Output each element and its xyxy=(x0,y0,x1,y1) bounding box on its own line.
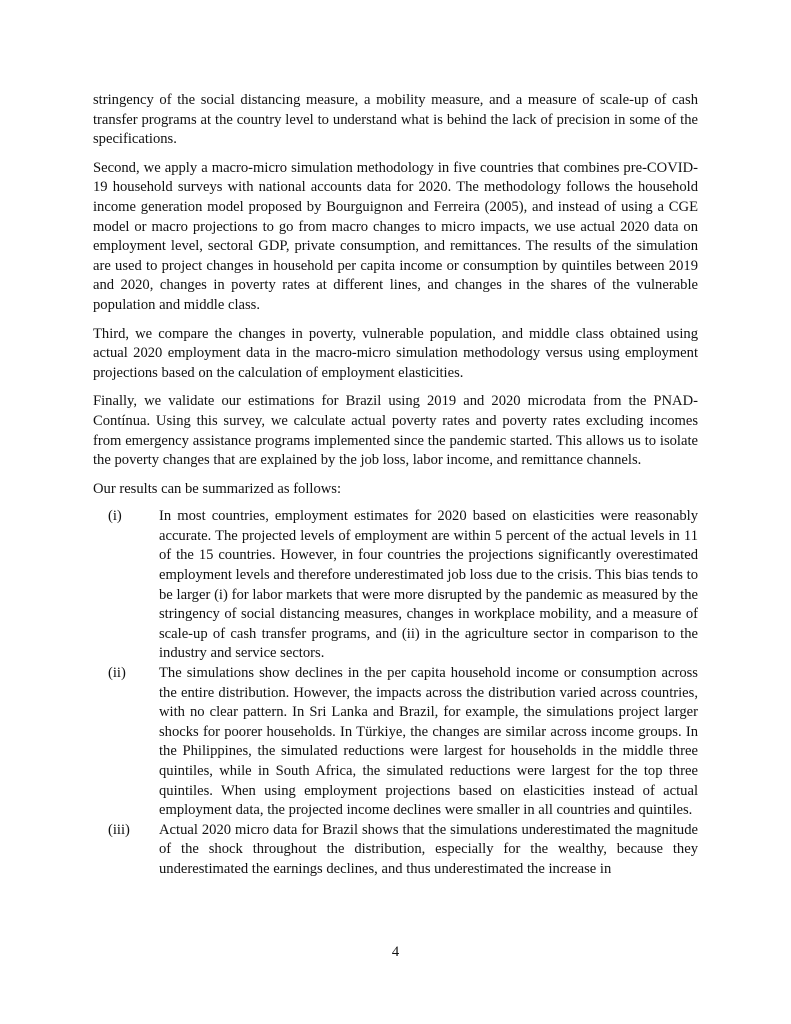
paragraph-employment-comparison: Third, we compare the changes in poverty, vulnerable population, and middle class obtained using actual 2020 employment data in the macro-micro simulation methodology versus using employment projections based on the calculation of employment elasticities. xyxy=(93,325,698,381)
finding-marker: (iii) xyxy=(108,821,130,838)
finding-item xyxy=(93,507,698,664)
finding-item xyxy=(93,664,698,821)
finding-text: The simulations show declines in the per capita household income or consumption across the entire distribution. However, the impacts across the distribution varied across countries, with no clear pattern. In Sri Lanka and Brazil, for example, the simulations project larger shocks for poorer households. In Türkiye, the changes are similar across income groups. In the Philippines, the simulated reductions were largest for households in the middle three quintiles, while in South Africa, the simulated reductions were largest for the top three quintiles. When using employment projections based on elasticities instead of actual employment data, the projected income declines were smaller in all countries and quintiles. xyxy=(159,665,698,819)
finding-text: Actual 2020 micro data for Brazil shows that the simulations underestimated the magnitude of the shock throughout the distribution, especially for the wealthy, because they underestimated the earnings declines, and thus underestimated the increase in xyxy=(159,821,698,877)
summary-lead: Our results can be summarized as follows: xyxy=(93,480,342,497)
finding-marker: (i) xyxy=(108,508,122,525)
paragraph-specifications: stringency of the social distancing measure, a mobility measure, and a measure of scale-up of cash transfer programs at the country level to understand what is behind the lack of precision in some of the specifications. xyxy=(93,92,698,148)
page-body xyxy=(93,91,698,880)
paragraph-macro-micro-simulation: Second, we apply a macro-micro simulation methodology in five countries that combines pre-COVID-19 household surveys with national accounts data for 2020. The methodology follows the household income generation model proposed by Bourguignon and Ferreira (2005), and instead of using a CGE model or macro projections to go from macro changes to micro impacts, we use actual 2020 data on employment level, sectoral GDP, private consumption, and remittances. The results of the simulation are used to project changes in household per capita income or consumption by quintiles between 2019 and 2020, changes in poverty rates at different lines, and changes in the shares of the vulnerable population and middle class. xyxy=(93,159,698,313)
finding-item xyxy=(93,821,698,880)
finding-marker: (ii) xyxy=(108,665,126,682)
page-number: 4 xyxy=(391,944,400,960)
paragraph-brazil-validation: Finally, we validate our estimations for Brazil using 2019 and 2020 microdata from the PNAD-Contínua. Using this survey, we calculate actual poverty rates and poverty rates excluding incomes from emergency assistance programs implemented since the pandemic started. This allows us to isolate the poverty changes that are explained by the job loss, labor income, and remittance channels. xyxy=(93,393,698,469)
finding-text: In most countries, employment estimates for 2020 based on elasticities were reasonably accurate. The projected levels of employment are within 5 percent of the actual levels in 11 of the 15 countries. However, in four countries the projections significantly overestimated employment levels and therefore underestimated job loss due to the crisis. This bias tends to be larger (i) for labor markets that were more disrupted by the pandemic as measured by the stringency of social distancing measures, changes in workplace mobility, and a measure of scale-up of cash transfer programs, and (ii) in the agriculture sector in comparison to the industry and service sectors. xyxy=(159,508,698,662)
findings-list xyxy=(93,507,698,879)
